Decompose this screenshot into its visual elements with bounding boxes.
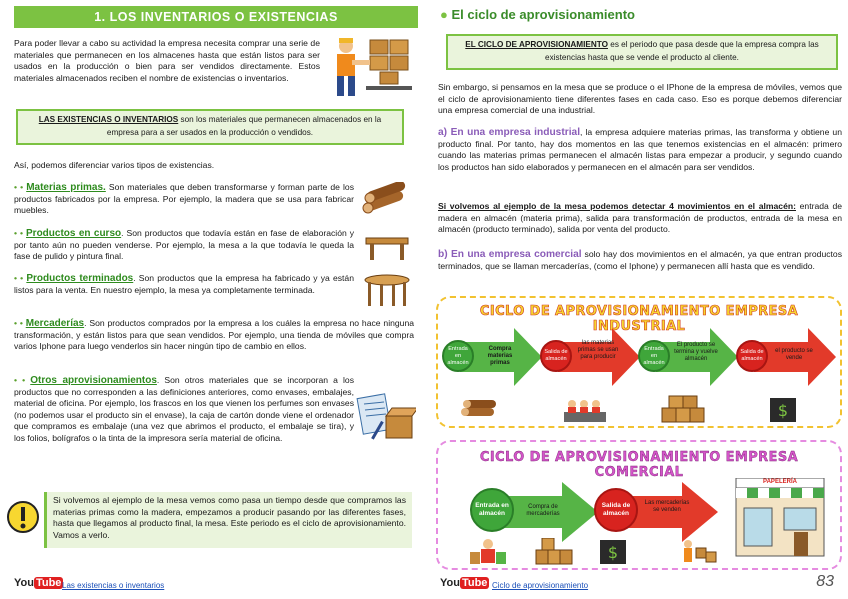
commercial-arrow-label-1: Compra de mercaderías bbox=[526, 504, 560, 518]
industrial-cycle-title: CICLO DE APROVISIONAMIENTO EMPRESA INDUSTRIAL bbox=[479, 304, 799, 334]
money-bag-icon bbox=[768, 394, 798, 424]
shop-icon bbox=[734, 478, 826, 558]
industrial-paragraph bbox=[438, 127, 842, 173]
bullet: • • bbox=[14, 318, 23, 328]
shopping-icon bbox=[468, 536, 508, 566]
cycle-title-text: El ciclo de aprovisionamiento bbox=[451, 7, 635, 22]
office-supplies-icon bbox=[356, 390, 416, 446]
movements-heading: Si volvemos al ejemplo de la mesa podemos detectar 4 movimientos en el almacén: bbox=[438, 201, 796, 211]
commercial-node-entrada: Entrada en almacén bbox=[470, 488, 514, 532]
youtube-logo bbox=[440, 577, 489, 589]
item-mercaderias bbox=[14, 318, 414, 353]
bullet: • • bbox=[14, 182, 24, 192]
ciclo-definition-text: es el periodo que pasa desde que la empresa compra las existencias hasta que se vende el producto al cliente. bbox=[545, 40, 819, 62]
warning-icon bbox=[6, 500, 40, 534]
mercaderias-text: . Son productos comprados por la empresa a los cuáles la empresa no hace ninguna transformación, y están listos para que sean vendidos. Por ejemplo, una tienda de móviles que compra varios Iphone para luego venderlos sin hacer ningún tipo de cambio en ellos. bbox=[14, 318, 415, 352]
ciclo-video-link[interactable]: Ciclo de aprovisionamiento bbox=[492, 581, 589, 590]
warehouse-worker-icon bbox=[322, 34, 414, 104]
logs-icon bbox=[360, 182, 412, 216]
intro-paragraph: Para poder llevar a cabo su actividad la empresa necesita comprar una serie de materiales que permanecen en los almacenes hasta que están listos para ser usados en la producción o bien para ser vendidos directamente. Estos materiales almacenados reciben el nombre de existencias o inventarios. bbox=[14, 38, 320, 83]
industrial-node-entrada-1: Entrada en almacén bbox=[442, 340, 474, 372]
industrial-arrow-label-1: Compra materias primas bbox=[487, 346, 513, 367]
warehouse-worker-small-icon bbox=[678, 538, 718, 566]
warehouse-boxes-icon bbox=[660, 394, 706, 424]
productos-en-curso-term: Productos en curso bbox=[26, 228, 122, 239]
ciclo-definition-term: EL CICLO DE APROVISIONAMIENTO bbox=[465, 40, 608, 49]
finished-table-icon bbox=[362, 272, 412, 310]
bullet: • • bbox=[14, 228, 24, 238]
svg-text:$: $ bbox=[777, 401, 789, 420]
shop-sign: PAPELERÍA bbox=[763, 479, 797, 485]
youtube-logo-you: You bbox=[440, 577, 460, 589]
item-productos-en-curso bbox=[14, 228, 354, 263]
types-intro: Así, podemos diferenciar varios tipos de existencias. bbox=[14, 160, 215, 170]
title-bullet-icon: ● bbox=[440, 7, 448, 22]
industrial-node-salida-2: Salida de almacén bbox=[736, 340, 768, 372]
industrial-arrow-label-3: El producto se termina y vuelve almacén bbox=[674, 342, 718, 363]
commercial-cycle-diagram bbox=[436, 440, 842, 570]
bullet: • • bbox=[14, 375, 26, 385]
youtube-logo-tube: Tube bbox=[35, 577, 62, 589]
cycle-section-title bbox=[440, 7, 635, 22]
productos-en-curso-text: . Son productos que todavía están en fase de elaboración y por tanto aún no pueden venderse. Por ejemplo, la mesa a la que todavía le queda la fase de pulido y pintura final. bbox=[14, 228, 355, 262]
right-column bbox=[430, 0, 848, 599]
wood-pile-icon bbox=[460, 398, 500, 422]
productos-terminados-term: Productos terminados bbox=[26, 273, 134, 284]
commercial-node-salida: Salida de almacén bbox=[594, 488, 638, 532]
commercial-paragraph bbox=[438, 249, 842, 272]
section-banner: 1. LOS INVENTARIOS O EXISTENCIAS bbox=[14, 6, 418, 28]
stock-boxes-icon bbox=[534, 538, 576, 566]
existencias-definition-box bbox=[16, 109, 404, 145]
youtube-logo bbox=[14, 577, 63, 589]
industrial-arrow-label-4: el producto se vende bbox=[775, 348, 813, 362]
otros-aprovisionamientos-term: Otros aprovisionamientos bbox=[30, 375, 157, 386]
existencias-definition-text: son los materiales que permanecen almacenados en la empresa para a ser usados en la producción o vendidos. bbox=[106, 115, 382, 137]
item-otros-aprovisionamientos bbox=[14, 375, 354, 445]
industrial-text: , la empresa adquiere materias primas, las transforma y obtiene un producto final. Por tanto, hay dos momentos en las que tenemos existencias en el almacén: primero cuando las materias primas permanecen el almacén listas para empezar a producir, y segundo cuando los productos han sido elaborados y permanecen en el almacén para ser vendidos. bbox=[438, 127, 842, 172]
industrial-arrow-label-2: las materias primas se usan para producir bbox=[577, 340, 619, 361]
industrial-cycle-diagram bbox=[436, 296, 842, 428]
materias-primas-text: Son materiales que deben transformarse y forman parte de los productos fabricados por la empresa. Por ejemplo, la madera que se usa para fabricar muebles. bbox=[14, 182, 355, 216]
existencias-definition-term: LAS EXISTENCIAS O INVENTARIOS bbox=[38, 115, 179, 124]
bullet: • • bbox=[14, 273, 24, 283]
commercial-cycle-title: CICLO DE APROVISIONAMIENTO EMPRESA COMERCIAL bbox=[479, 450, 799, 480]
mercaderias-term: Mercaderías bbox=[25, 318, 85, 329]
mesa-example-callout: Si volvemos al ejemplo de la mesa vemos como pasa un tiempo desde que compramos las materias primas como la madera, empezamos a producir pasando por las diferentes fases, hasta que llegamos al producto final, la mesa. Este periodo es el ciclo de aprovisionamiento. Vamos a verlo. bbox=[44, 492, 412, 548]
svg-text:$: $ bbox=[607, 543, 619, 562]
item-materias-primas bbox=[14, 182, 354, 217]
unfinished-table-icon bbox=[362, 232, 412, 262]
intro-paragraph-right: Sin embargo, si pensamos en la mesa que se produce o el IPhone de la empresa de móviles, vemos que el ciclo de aprovisionamiento tiene diferentes fases en cada caso. Eso es porque debemos diferenciar una empresa comercial de una industrial. bbox=[438, 82, 842, 116]
industrial-node-salida-1: Salida de almacén bbox=[540, 340, 572, 372]
page-number: 83 bbox=[816, 573, 834, 590]
youtube-logo-tube: Tube bbox=[461, 577, 488, 589]
commercial-heading: b) En una empresa comercial bbox=[438, 249, 582, 260]
movements-text: entrada de madera en almacén (materia prima), salida para transformación de productos, entrada de la mesa en almacén (producto terminado), salida por venta del producto. bbox=[438, 201, 843, 235]
industrial-heading: a) En una empresa industrial bbox=[438, 127, 581, 138]
commercial-text: solo hay dos movimientos en el almacén, ya que entran productos terminados, que se llaman mercaderías, (como el Iphone) y permanecen allí hasta que es vendido. bbox=[438, 249, 842, 271]
industrial-node-entrada-2: Entrada en almacén bbox=[638, 340, 670, 372]
productos-terminados-text: . Son productos que la empresa ha fabricado y ya están listos para la venta. En nuestro ejemplo, la mesa ya completamente terminada. bbox=[14, 273, 354, 295]
existencias-video-link[interactable]: Las existencias o inventarios bbox=[62, 581, 165, 590]
item-productos-terminados bbox=[14, 273, 354, 296]
money-bag-icon bbox=[598, 536, 628, 566]
youtube-logo-you: You bbox=[14, 577, 34, 589]
otros-aprovisionamientos-text: . Son otros materiales que se incorporan a los productos que no corresponden a las definiciones anteriores, como envases, embalajes, material de oficina. Por ejemplo, los frascos en los que vienen los perfumes son envases (no podemos usar el producto sin el envase), la caja de cartón donde viene el ordenador que compramos es embalaje (una vez que abrimos el producto, el embalaje se tira), y los folios, bolígrafos o la tinta de la impresora sería material de oficina. bbox=[14, 375, 355, 443]
materias-primas-term: Materias primas. bbox=[26, 182, 106, 193]
factory-workers-icon bbox=[562, 394, 608, 424]
ciclo-definition-box bbox=[446, 34, 838, 70]
commercial-arrow-label-2: Las mercaderías se venden bbox=[644, 500, 690, 514]
movements-paragraph bbox=[438, 201, 842, 236]
